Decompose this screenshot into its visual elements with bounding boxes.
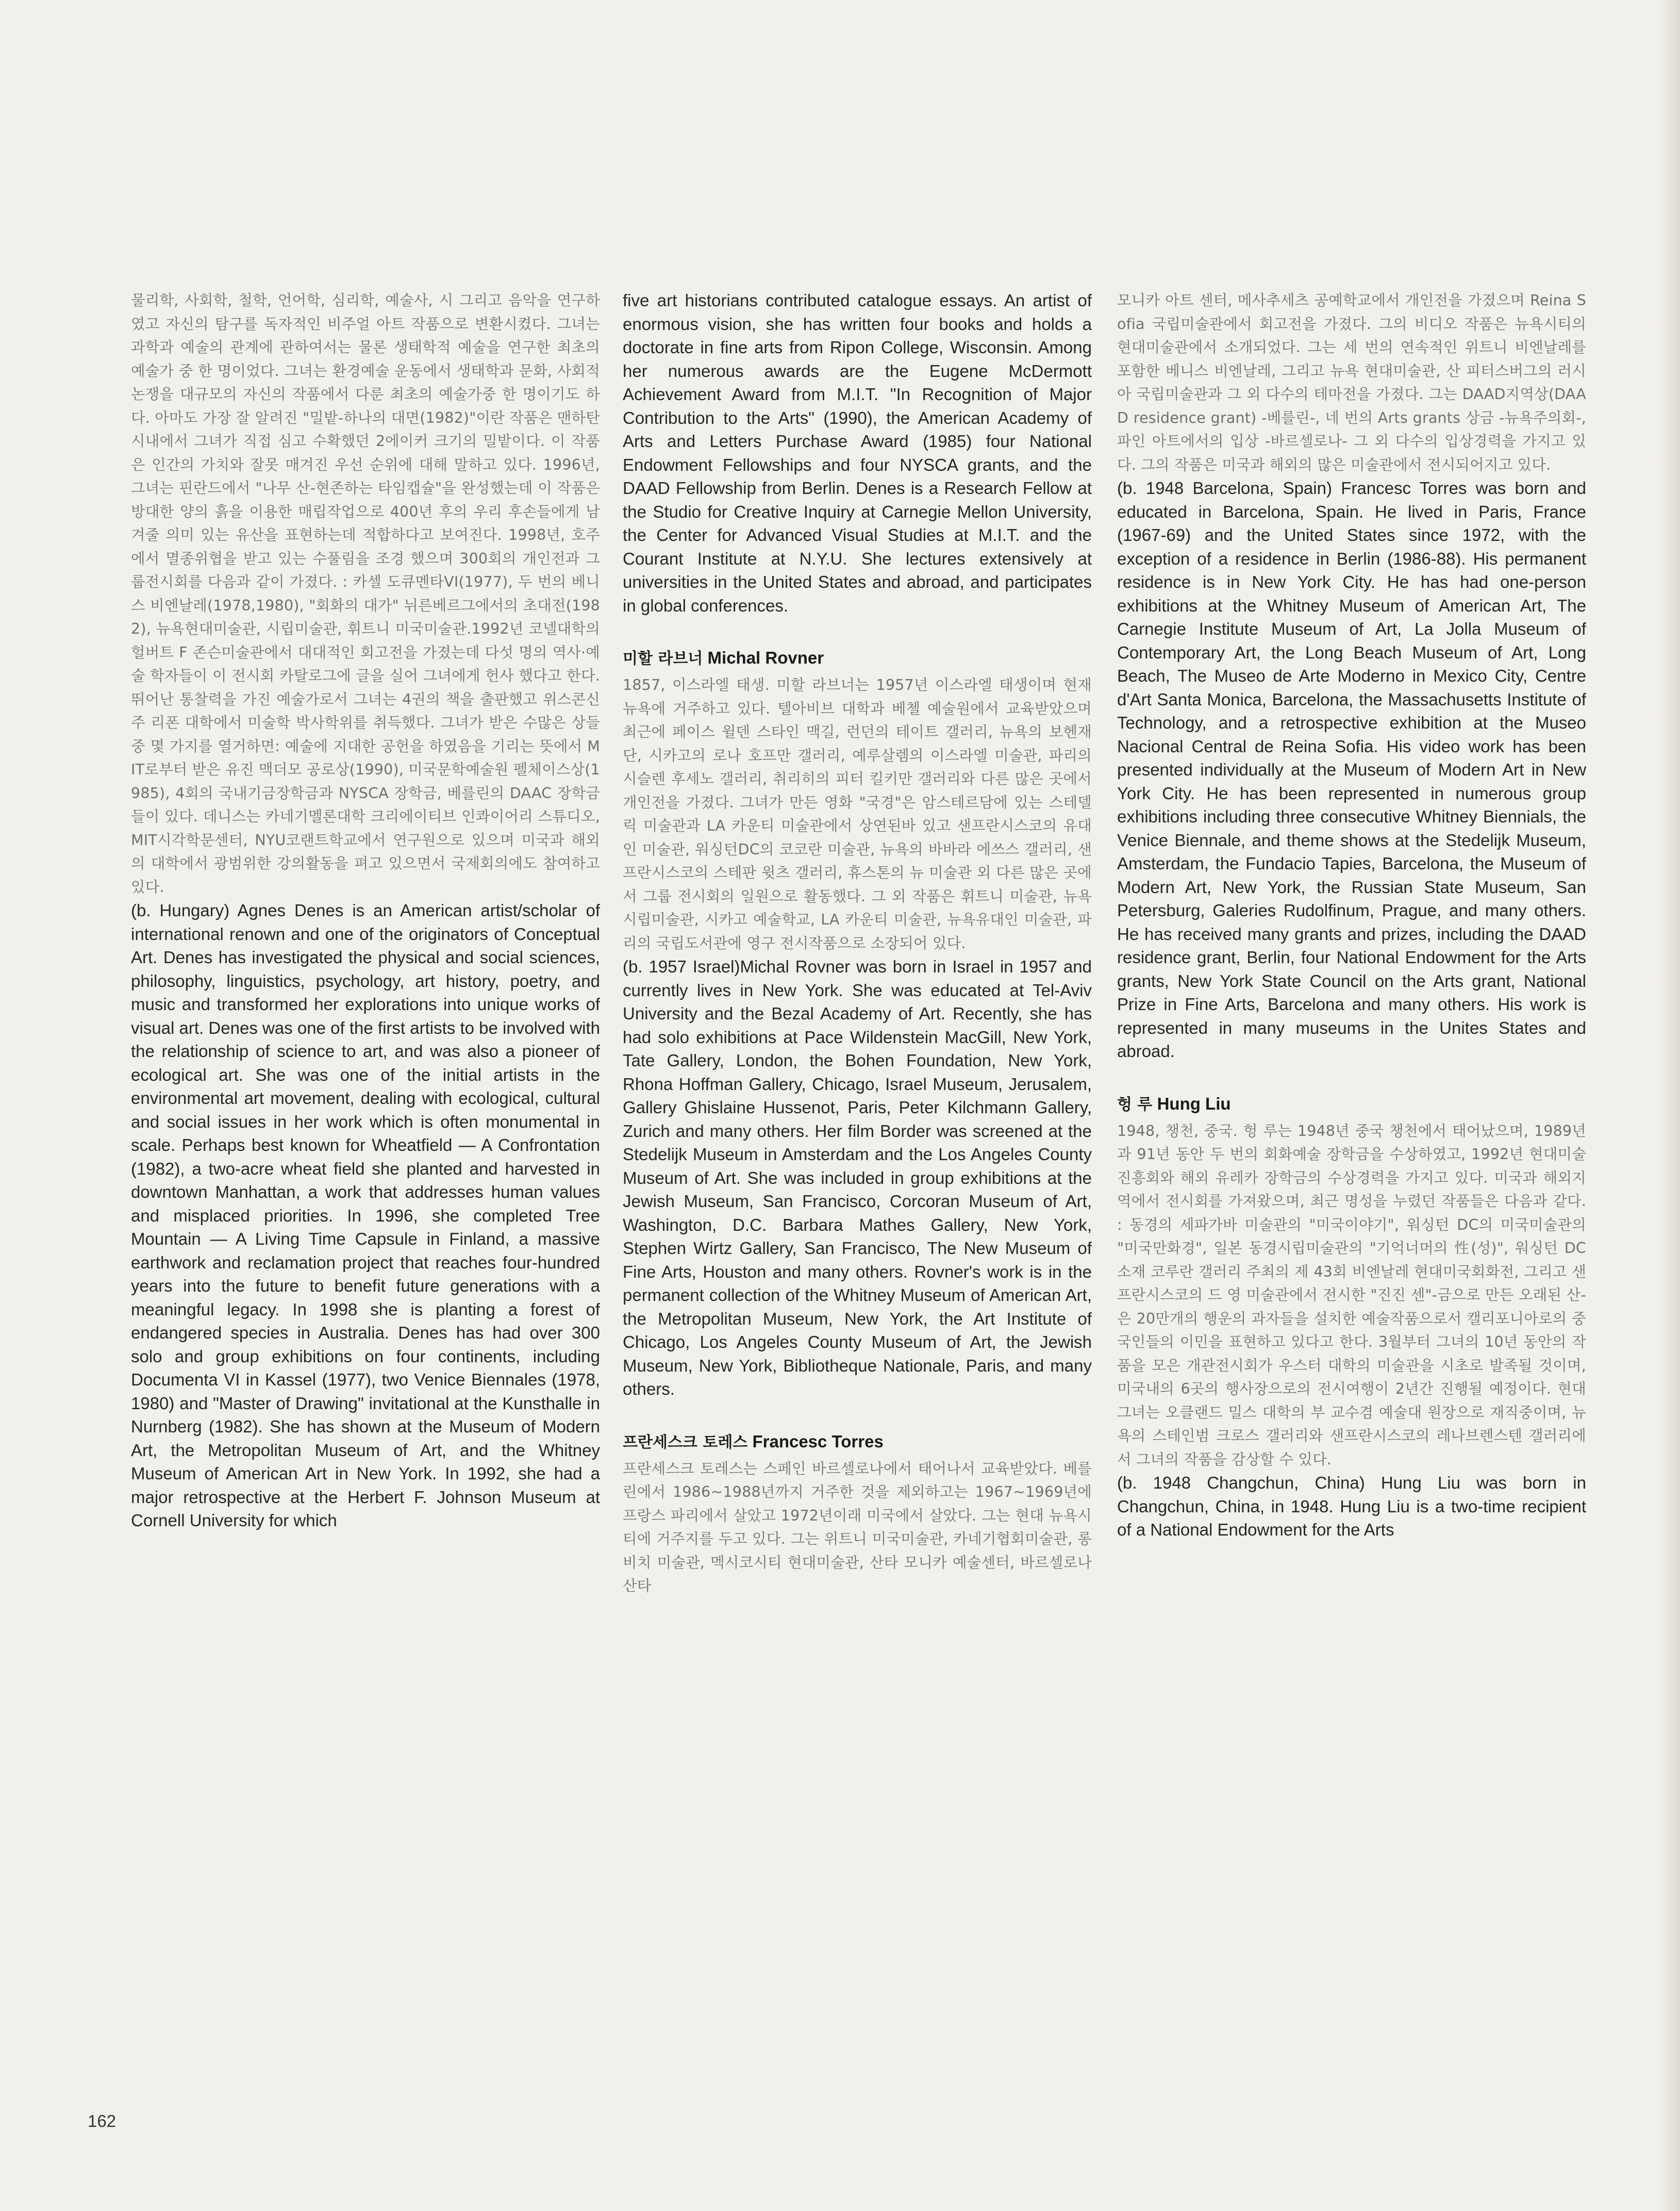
rovner-heading-korean: 미할 라브너 bbox=[623, 650, 703, 668]
rovner-bio-korean: 1857, 이스라엘 태생. 미할 라브너는 1957년 이스라엘 태생이며 현재 뉴욕에 거주하고 있다. 텔아비브 대학과 베첼 예술원에서 교육받았으며 최근에 페이스 윌덴 스타인 맥길, 런던의 테이트 갤러리, 뉴욕의 보헨재단, 시카고의 로나 호프만 갤러리, 예루살렘의 이스라엘 미술관, 파리의 시슬렌 후세노 갤러리, 취리히의 피터 킬키만 갤러리와 다른 많은 곳에서 개인전을 가졌다. 그녀가 만든 영화 "국경"은 암스테르담에 있는 스테델릭 미술관과 LA 카운티 미술관에서 상연된바 있고 샌프란시스코의 유대인 미술관, 워싱턴DC의 코코란 미술관, 뉴욕의 바바라 에쓰스 갤러리, 샌프란시스코의 스테판 윗츠 갤러리, 휴스톤의 뉴 미술관 외 다른 많은 곳에서 그룹 전시회의 일원으로 활동했다. 그 외 작품은 휘트니 미술관, 뉴욕시립미술관, 시카고 예술학교, LA 카운티 미술관, 뉴욕유대인 미술관, 파리의 국립도서관에 영구 전시작품으로 소장되어 있다. bbox=[623, 676, 1092, 952]
liu-bio-korean: 1948, 챙천, 중국. 헝 루는 1948년 중국 챙천에서 태어났으며, 1989년과 91년 동안 두 번의 회화예술 장학금을 수상하였고, 1992년 현대미술진흥회와 해외 유레카 장학금의 수상경력을 가지고 있다. 미국과 해외지역에서 전시회를 가져왔으며, 최근 명성을 누렸던 작품들은 다음과 같다. : 동경의 세파가바 미술관의 "미국이야기", 워싱턴 DC의 미국미술관의 "미국만화경", 일본 동경시립미술관의 "기억너머의 性(성)", 워싱턴 DC 소재 코루란 갤러리 주최의 제 43회 비엔날레 현대미국회화전, 그리고 샌프란시스코의 드 영 미술관에서 전시한 "진진 센"-금으로 만든 오래된 산-은 20만개의 행운의 과자들을 설치한 예술작품으로서 캘리포니아로의 중국인들의 이민을 표현하고 있다고 한다. 3월부터 그녀의 10년 동안의 작품을 모은 개관전시회가 우스터 대학의 미술관을 시초로 발족될 것이며, 미국내의 6곳의 행사장으로의 전시여행이 2년간 진행될 예정이다. 현대 그녀는 오클랜드 밀스 대학의 부 교수겸 예술대 원장으로 재직중이며, 뉴욕의 스테인범 크로스 갤러리와 샌프란시스코의 레나브렌스텐 갤러리에서 그녀의 작품을 감상할 수 있다. bbox=[1117, 1122, 1586, 1468]
torres-bio-english: (b. 1948 Barcelona, Spain) Francesc Torres was born and educated in Barcelona, Spain. He lived in Paris, France (1967-69) and the United States since 1972, with the exception of a residence in Berlin (1986-88). His permanent residence is in New York City. He has had one-person exhibitions at the Whitney Museum of American Art, The Carnegie Institute Museum of Art, La Jolla Museum of Contemporary Art, the Long Beach Museum of Art, Long Beach, The Museo de Arte Moderno in Mexico City, Centre d'Art Santa Monica, Barcelona, the Massachusetts Institute of Technology, and a retrospective exhibition at the Museo Nacional Central de Reina Sofia. His video work has been presented individually at the Museum of Modern Art in New York City. He has been represented in numerous group exhibitions including three consecutive Whitney Biennials, the Venice Biennale, and theme shows at the Stedelijk Museum, Amsterdam, the Fundacio Tapies, Barcelona, the Museum of Modern Art, New York, the Russian State Museum, San Petersburg, Galeries Rudolfinum, Prague, and many others. He has received many grants and prizes, including the DAAD residence grant, Berlin, four National Endowment for the Arts grants, New York State Council on the Arts grant, National Prize in Fine Arts, Barcelona and many others. His work is represented in many museums in the Unites States and abroad. bbox=[1117, 478, 1586, 1061]
denes-bio-english: (b. Hungary) Agnes Denes is an American artist/scholar of international renown and one of the originators of Conceptual Art. Denes has investigated the physical and social sciences, philosophy, linguistics, psychology, art history, poetry, and music and transformed her explorations into unique works of visual art. Denes was one of the first artists to be involved with the relationship of science to art, and was also a pioneer of ecological art. She was one of the initial artists in the environmental art movement, dealing with ecological, cultural and social issues in her work which is often monumental in scale. Perhaps best known for Wheatfield — A Confrontation (1982), a two-acre wheat field she planted and harvested in downtown Manhattan, a work that addresses human values and misplaced priorities. In 1996, she completed Tree Mountain — A Living Time Capsule in Finland, a massive earthwork and reclamation project that reaches four-hundred years into the future to benefit future generations with a meaningful legacy. In 1998 she is planting a forest of endangered species in Australia. Denes has had over 300 solo and group exhibitions on four continents, including Documenta VI in Kassel (1977), two Venice Biennales (1978, 1980) and "Master of Drawing" invitational at the Kunsthalle in Nurnberg (1982). She has shown at the Museum of Modern Art, the Metropolitan Museum of Art, and the Whitney Museum of American Art in New York. In 1992, she had a major retrospective at the Herbert F. Johnson Museum at Cornell University for which bbox=[131, 901, 600, 1530]
rovner-heading bbox=[623, 646, 1092, 670]
text-column-1 bbox=[131, 289, 600, 1532]
text-column-3 bbox=[1117, 289, 1586, 1542]
torres-bio-korean-continued: 모니카 아트 센터, 메사추세츠 공예학교에서 개인전을 가졌으며 Reina Sofia 국립미술관에서 회고전을 가졌다. 그의 비디오 작품은 뉴욕시티의 현대미술관에서 소개되었다. 그는 세 번의 연속적인 위트니 비엔날레를 포함한 베니스 비엔날레, 그리고 뉴욕 현대미술관, 산 피터스버그의 러시아 국립미술관과 그 외 다수의 테마전을 가졌다. 그는 DAAD지역상(DAAD residence grant) -베를린-, 네 번의 Arts grants 상금 -뉴욕주의회-, 파인 아트에서의 입상 -바르셀로나- 그 외 다수의 입상경력을 가지고 있다. 그의 작품은 미국과 해외의 많은 미술관에서 전시되어지고 있다. bbox=[1117, 292, 1586, 473]
torres-heading-english: Francesc Torres bbox=[752, 1431, 884, 1451]
rovner-heading-english: Michal Rovner bbox=[707, 648, 824, 667]
torres-heading bbox=[623, 1430, 1092, 1454]
text-column-2 bbox=[623, 289, 1092, 1598]
torres-heading-korean: 프란세스크 토레스 bbox=[623, 1433, 748, 1451]
liu-heading-korean: 헝 루 bbox=[1117, 1095, 1153, 1114]
rovner-bio-english: (b. 1957 Israel)Michal Rovner was born in Israel in 1957 and currently lives in New York. She was educated at Tel-Aviv University and the Bezal Academy of Art. Recently, she has had solo exhibitions at Pace Wildenstein MacGill, New York, Tate Gallery, London, the Bohen Foundation, New York, Rhona Hoffman Gallery, Chicago, Israel Museum, Jerusalem, Gallery Ghislaine Hussenot, Paris, Peter Kilchmann Gallery, Zurich and many others. Her film Border was screened at the Stedelijk Museum in Amsterdam and the Los Angeles County Museum of Art. She was included in group exhibitions at the Jewish Museum, San Francisco, Corcoran Museum of Art, Washington, D.C. Barbara Mathes Gallery, New York, Stephen Wirtz Gallery, San Francisco, The New Museum of Fine Arts, Houston and many others. Rovner's work is in the permanent collection of the Whitney Museum of American Art, the Metropolitan Museum, New York, the Art Institute of Chicago, Los Angeles County Museum of Art, the Jewish Museum, New York, Bibliotheque Nationale, Paris, and many others. bbox=[623, 957, 1092, 1398]
denes-bio-english-continued: five art historians contributed catalogue essays. An artist of enormous vision, she has written four books and holds a doctorate in fine arts from Ripon College, Wisconsin. Among her numerous awards are the Eugene McDermott Achievement Award from M.I.T. "In Recognition of Major Contribution to the Arts" (1990), the American Academy of Arts and Letters Purchase Award (1985) four National Endowment Fellowships and four NYSCA grants, and the DAAD Fellowship from Berlin. Denes is a Research Fellow at the Studio for Creative Inquiry at Carnegie Mellon University, the Center for Advanced Visual Studies at M.I.T. and the Courant Institute at N.Y.U. She lectures extensively at universities in the United States and abroad, and participates in global conferences. bbox=[623, 291, 1092, 615]
liu-heading-english: Hung Liu bbox=[1157, 1094, 1231, 1113]
page-number: 162 bbox=[88, 2111, 117, 2131]
denes-bio-korean: 물리학, 사회학, 철학, 언어학, 심리학, 예술사, 시 그리고 음악을 연구하였고 자신의 탐구를 독자적인 비주얼 아트 작품으로 변환시켰다. 그녀는 과학과 예술의 관계에 관하여서는 물론 생태학적 예술을 연구한 최초의 예술가 중 한 명이었다. 그녀는 환경예술 운동에서 생태학과 문화, 사회적 논쟁을 대규모의 자신의 작품에서 다룬 최초의 예술가중 한 명이기도 하다. 아마도 가장 잘 알려진 "밀밭-하나의 대면(1982)"이란 작품은 맨하탄 시내에서 그녀가 직접 심고 수확했던 2에이커 크기의 밀밭이다. 이 작품은 인간의 가치와 잘못 매겨진 우선 순위에 대해 말하고 있다. 1996년, 그녀는 핀란드에서 "나무 산-현존하는 타임캡슐"을 완성했는데 이 작품은 방대한 양의 흙을 이용한 매립작업으로 400년 후의 우리 후손들에게 남겨줄 의미 있는 유산을 표현하는데 적합하다고 보여진다. 1998년, 호주에서 멸종위협을 받고 있는 수풀림을 조경 했으며 300회의 개인전과 그룹전시회를 다음과 같이 가졌다. : 카셀 도큐멘타VI(1977), 두 번의 베니스 비엔날레(1978,1980), "회화의 대가" 뉘른베르그에서의 초대전(1982), 뉴욕현대미술관, 시립미술관, 휘트니 미국미술관.1992년 코넬대학의 헐버트 F 존슨미술관에서 대대적인 회고전을 가졌는데 다섯 명의 역사·예술 학자들이 이 전시회 카탈로그에 글을 실어 그녀에게 헌사 했다고 한다. 뛰어난 통찰력을 가진 예술가로서 그녀는 4권의 책을 출판했고 위스콘신주 리폰 대학에서 미술학 박사학위를 취득했다. 그녀가 받은 수많은 상들 중 몇 가지를 열거하면: 예술에 지대한 공헌을 하였음을 기리는 뜻에서 MIT로부터 받은 유진 맥더모 공로상(1990), 미국문학예술원 펠체이스상(1985), 4회의 국내기금장학금과 NYSCA 장학금, 베를린의 DAAC 장학금들이 있다. 데니스는 카네기멜론대학 크리에이티브 인콰이어리 스튜디오, MIT시각학문센터, NYU코랜트학교에서 연구원으로 있으며 미국과 해외의 대학에서 광범위한 강의활동을 펴고 있으면서 국제회의에도 참여하고 있다. bbox=[131, 292, 600, 896]
page-edge-shadow bbox=[1659, 0, 1680, 2211]
liu-heading bbox=[1117, 1092, 1586, 1116]
torres-bio-korean: 프란세스크 토레스는 스페인 바르셀로나에서 태어나서 교육받았다. 베를린에서 1986~1988년까지 거주한 것을 제외하고는 1967~1969년에 프랑스 파리에서 살았고 1972년이래 미국에서 살았다. 그는 현대 뉴욕시티에 거주지를 두고 있다. 그는 위트니 미국미술관, 카네기협회미술관, 롱비치 미술관, 멕시코시티 현대미술관, 산타 모니카 예술센터, 바르셀로나 산타 bbox=[623, 1460, 1092, 1594]
liu-bio-english: (b. 1948 Changchun, China) Hung Liu was born in Changchun, China, in 1948. Hung Liu is a two-time recipient of a National Endowment for the Arts bbox=[1117, 1473, 1586, 1539]
